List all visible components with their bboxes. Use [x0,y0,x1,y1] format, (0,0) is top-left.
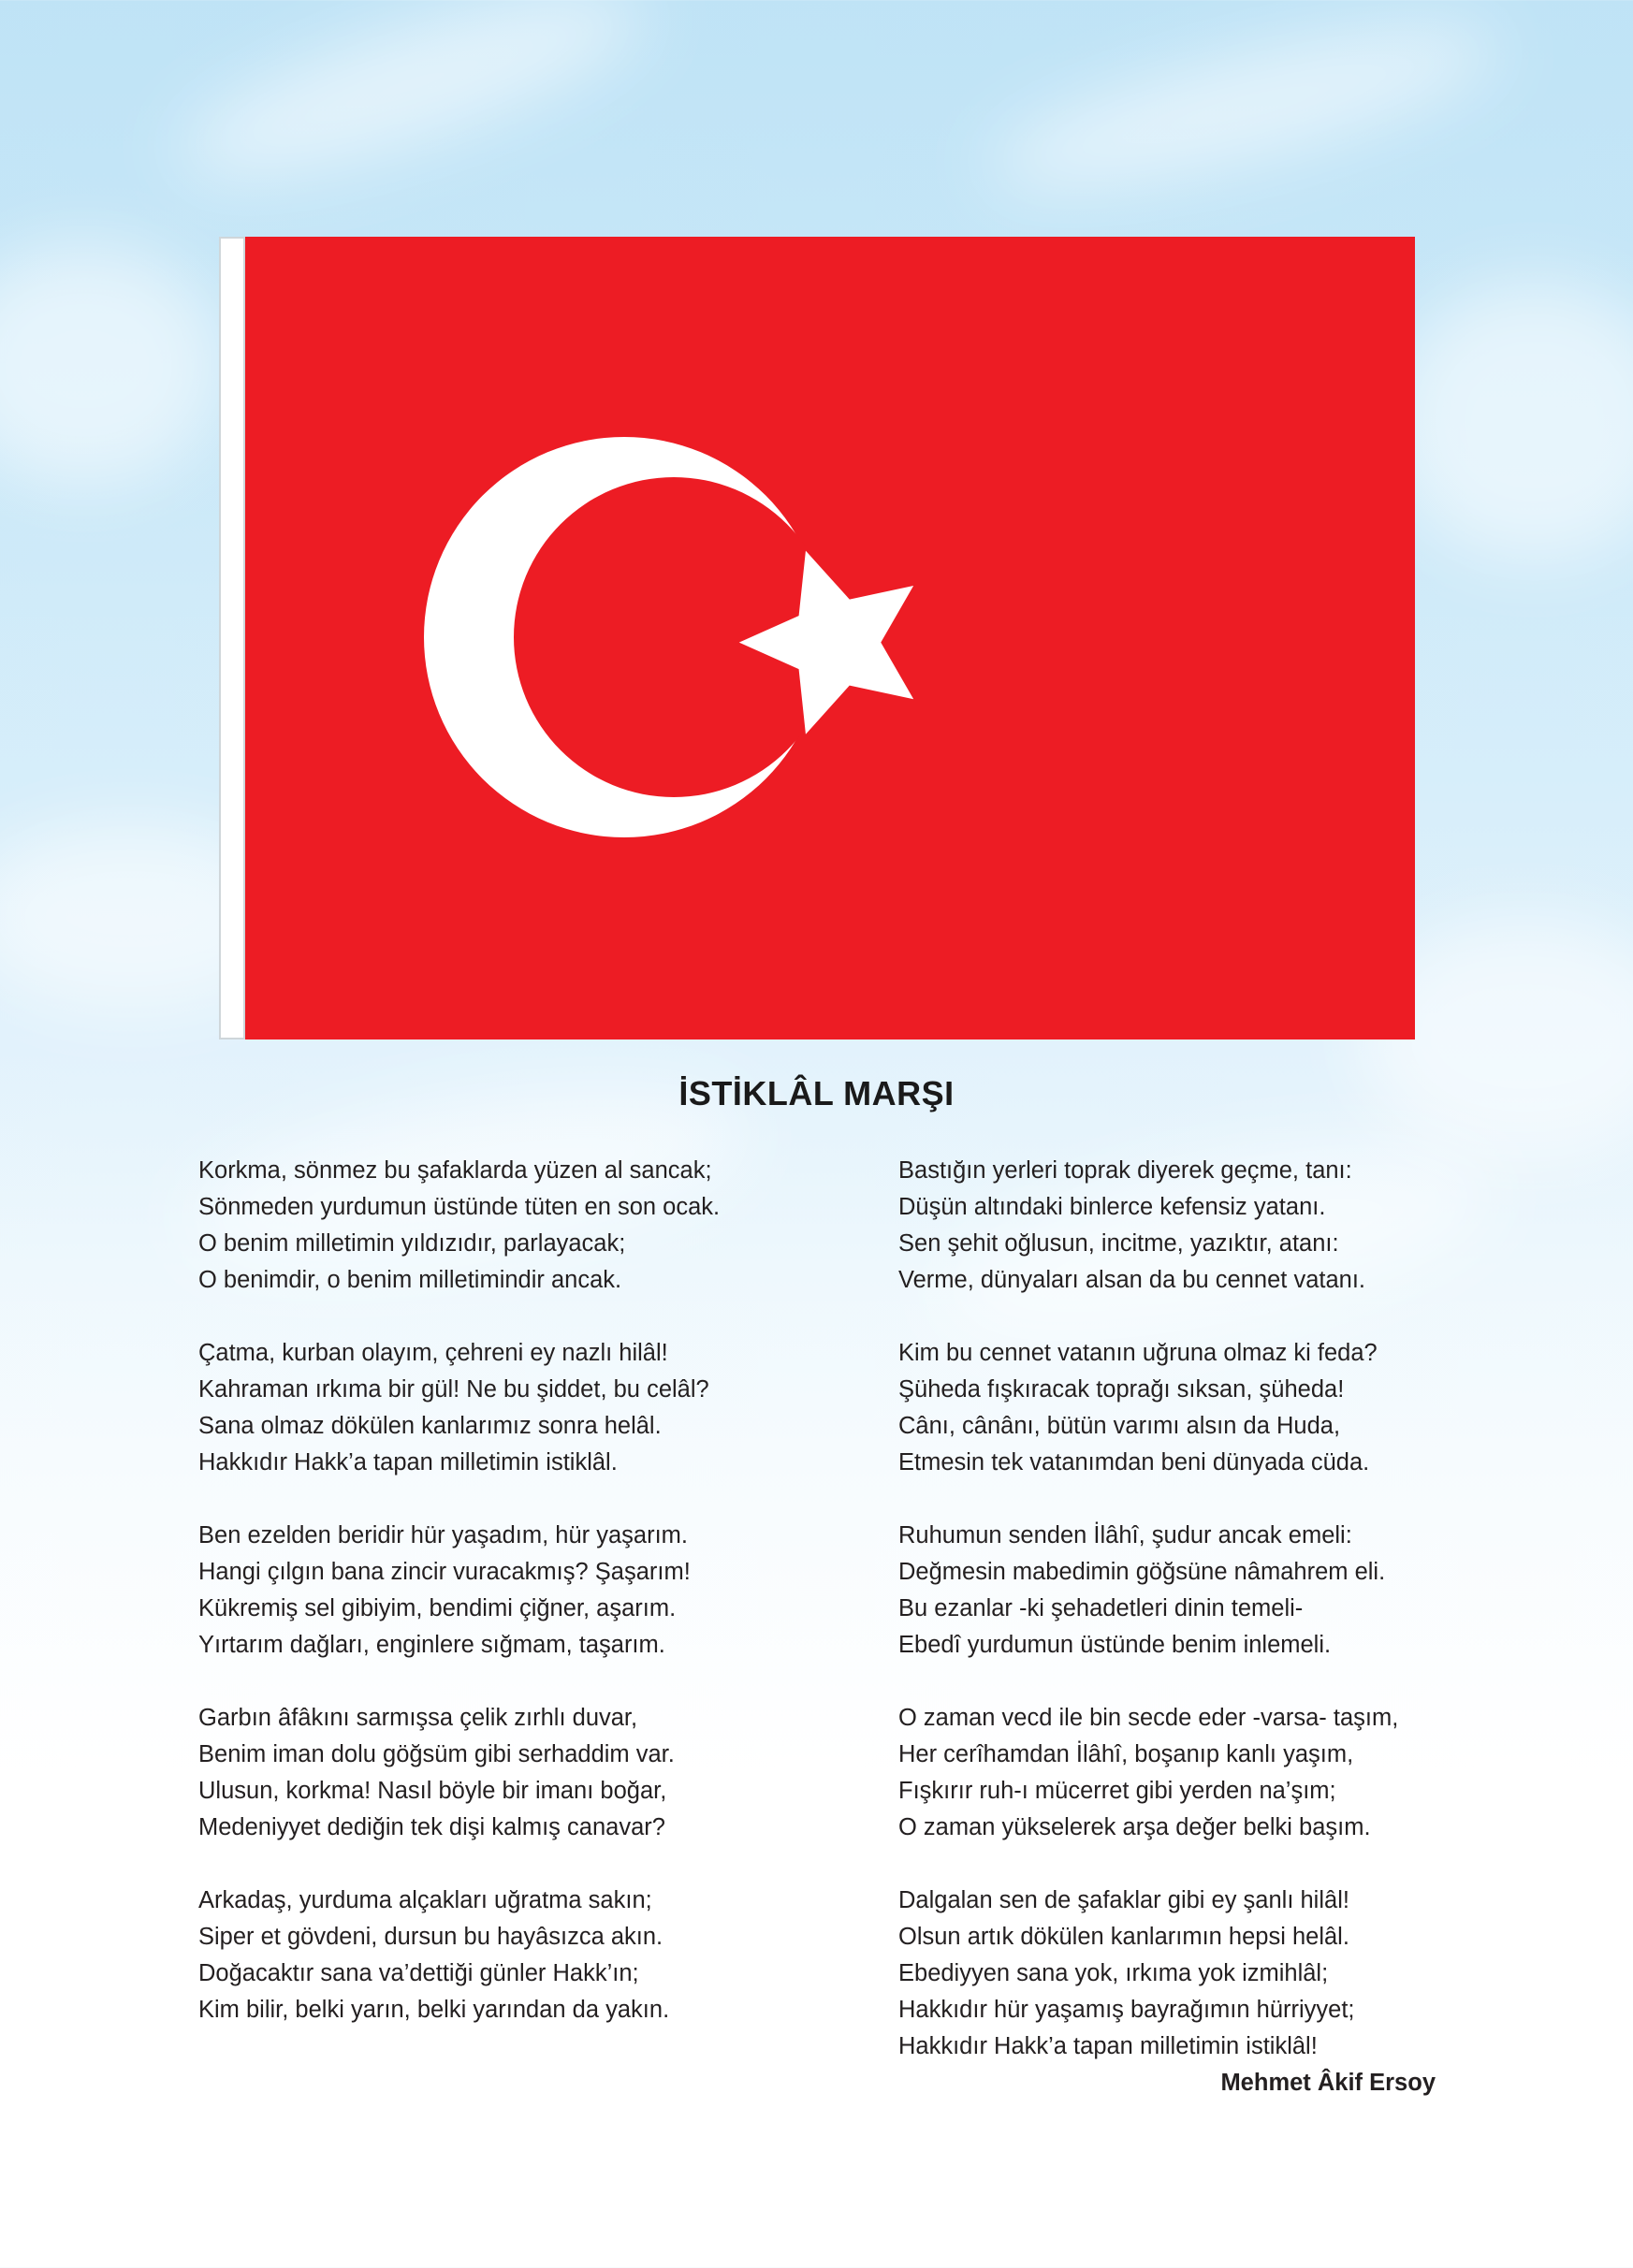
stanza [198,1335,853,1481]
anthem-title: İSTİKLÂL MARŞI [678,1074,955,1112]
poem-line: Ruhumun senden İlâhî, şudur ancak emeli: [898,1522,1352,1548]
poem-line: Ulusun, korkma! Nasıl böyle bir imanı boğar, [198,1778,667,1804]
poem-line: Hangi çılgın bana zincir vuracakmış? Şaşarım! [198,1559,691,1585]
poem-line: Kim bu cennet vatanın uğruna olmaz ki feda? [898,1340,1378,1366]
cloud [978,0,1511,221]
poem-line: Sönmeden yurdumun üstünde tüten en son ocak. [198,1194,721,1220]
poem-line: Kahraman ırkıma bir gül! Ne bu şiddet, bu celâl? [198,1376,709,1403]
poem-line: Şüheda fışkıracak toprağı sıksan, şüheda! [898,1376,1345,1403]
poem-line: Dalgalan sen de şafaklar gibi ey şanlı hilâl! [898,1887,1349,1913]
poem-line: Etmesin tek vatanımdan beni dünyada cüda. [898,1449,1370,1476]
poem-line: Düşün altındaki binlerce kefensiz yatanı. [898,1194,1326,1220]
poem-line: Bu ezanlar -ki şehadetleri dinin temeli- [898,1595,1304,1621]
poem-line: O zaman vecd ile bin secde eder -varsa- taşım, [898,1705,1399,1731]
stanza [198,1518,853,1664]
poem-line: Sen şehit oğlusun, incitme, yazıktır, atanı: [898,1230,1339,1257]
poem-line: O zaman yükselerek arşa değer belki başım. [898,1814,1371,1840]
poem-line: Bastığın yerleri toprak diyerek geçme, tanı: [898,1157,1352,1184]
turkish-flag [219,237,1415,1040]
poem-line: Hakkıdır hür yaşamış bayrağımın hürriyyet; [898,1997,1355,2023]
poem-line: Her cerîhamdan İlâhî, boşanıp kanlı yaşım, [898,1741,1354,1767]
poem-line: Değmesin mabedimin göğsüne nâmahrem eli. [898,1559,1386,1585]
poem-line: Siper et gövdeni, dursun bu hayâsızca akın. [198,1924,663,1950]
poem-line: Kim bilir, belki yarın, belki yarından da yakın. [198,1997,670,2023]
poem-line: Ben ezelden beridir hür yaşadım, hür yaşarım. [198,1522,688,1548]
stanza [898,1700,1553,1846]
poem-line: Hakkıdır Hakk’a tapan milletimin istiklâl! [898,2033,1318,2059]
poem-line: Yırtarım dağları, enginlere sığmam, taşarım. [198,1632,665,1658]
poem-line: Verme, dünyaları alsan da bu cennet vatanı. [898,1267,1365,1293]
stanza [198,1883,853,2028]
poem-line: Ebedî yurdumun üstünde benim inlemeli. [898,1632,1332,1658]
poem-line: Benim iman dolu göğsüm gibi serhaddim var. [198,1741,675,1767]
poem-line: Cânı, cânânı, bütün varımı alsın da Huda, [898,1413,1341,1439]
poem-line: Korkma, sönmez bu şafaklarda yüzen al sancak; [198,1157,712,1184]
cloud [163,0,661,212]
cloud [1385,281,1633,561]
flag-field [245,237,1415,1040]
stanza [898,1153,1553,1299]
poem-line: O benim milletimin yıldızıdır, parlayacak; [198,1230,626,1257]
stanza [898,1518,1553,1664]
poem-line: Kükremiş sel gibiyim, bendimi çiğner, aşarım. [198,1595,677,1621]
poem-line: Arkadaş, yurduma alçakları uğratma sakın; [198,1887,652,1913]
poem-line: Doğacaktır sana va’dettiği günler Hakk’ın; [198,1960,639,1986]
poem-right-column [898,1153,1553,2101]
poem-line: Ebediyyen sana yok, ırkıma yok izmihlâl; [898,1960,1329,1986]
cloud [0,243,225,487]
poem-line: Medeniyyet dediğin tek dişi kalmış canavar? [198,1814,665,1840]
flag-hoist-strip [219,237,245,1040]
poem-line: O benimdir, o benim milletimindir ancak. [198,1267,622,1293]
poem-line: Garbın âfâkını sarmışsa çelik zırhlı duvar, [198,1705,638,1731]
stanza [198,1153,853,1299]
poem-line: Sana olmaz dökülen kanlarımız sonra helâl. [198,1413,662,1439]
stanza [898,1883,1553,2065]
author-name: Mehmet Âkif Ersoy [1220,2070,1436,2096]
poem-line: Çatma, kurban olayım, çehreni ey nazlı hilâl! [198,1340,668,1366]
poem-left-column [198,1153,853,2065]
poem-line: Olsun artık dökülen kanlarımın hepsi helâl. [898,1924,1349,1950]
poem-line: Fışkırır ruh-ı mücerret gibi yerden na’şım; [898,1778,1336,1804]
stanza [198,1700,853,1846]
stanza [898,1335,1553,1481]
poem-line: Hakkıdır Hakk’a tapan milletimin istiklâl. [198,1449,618,1476]
